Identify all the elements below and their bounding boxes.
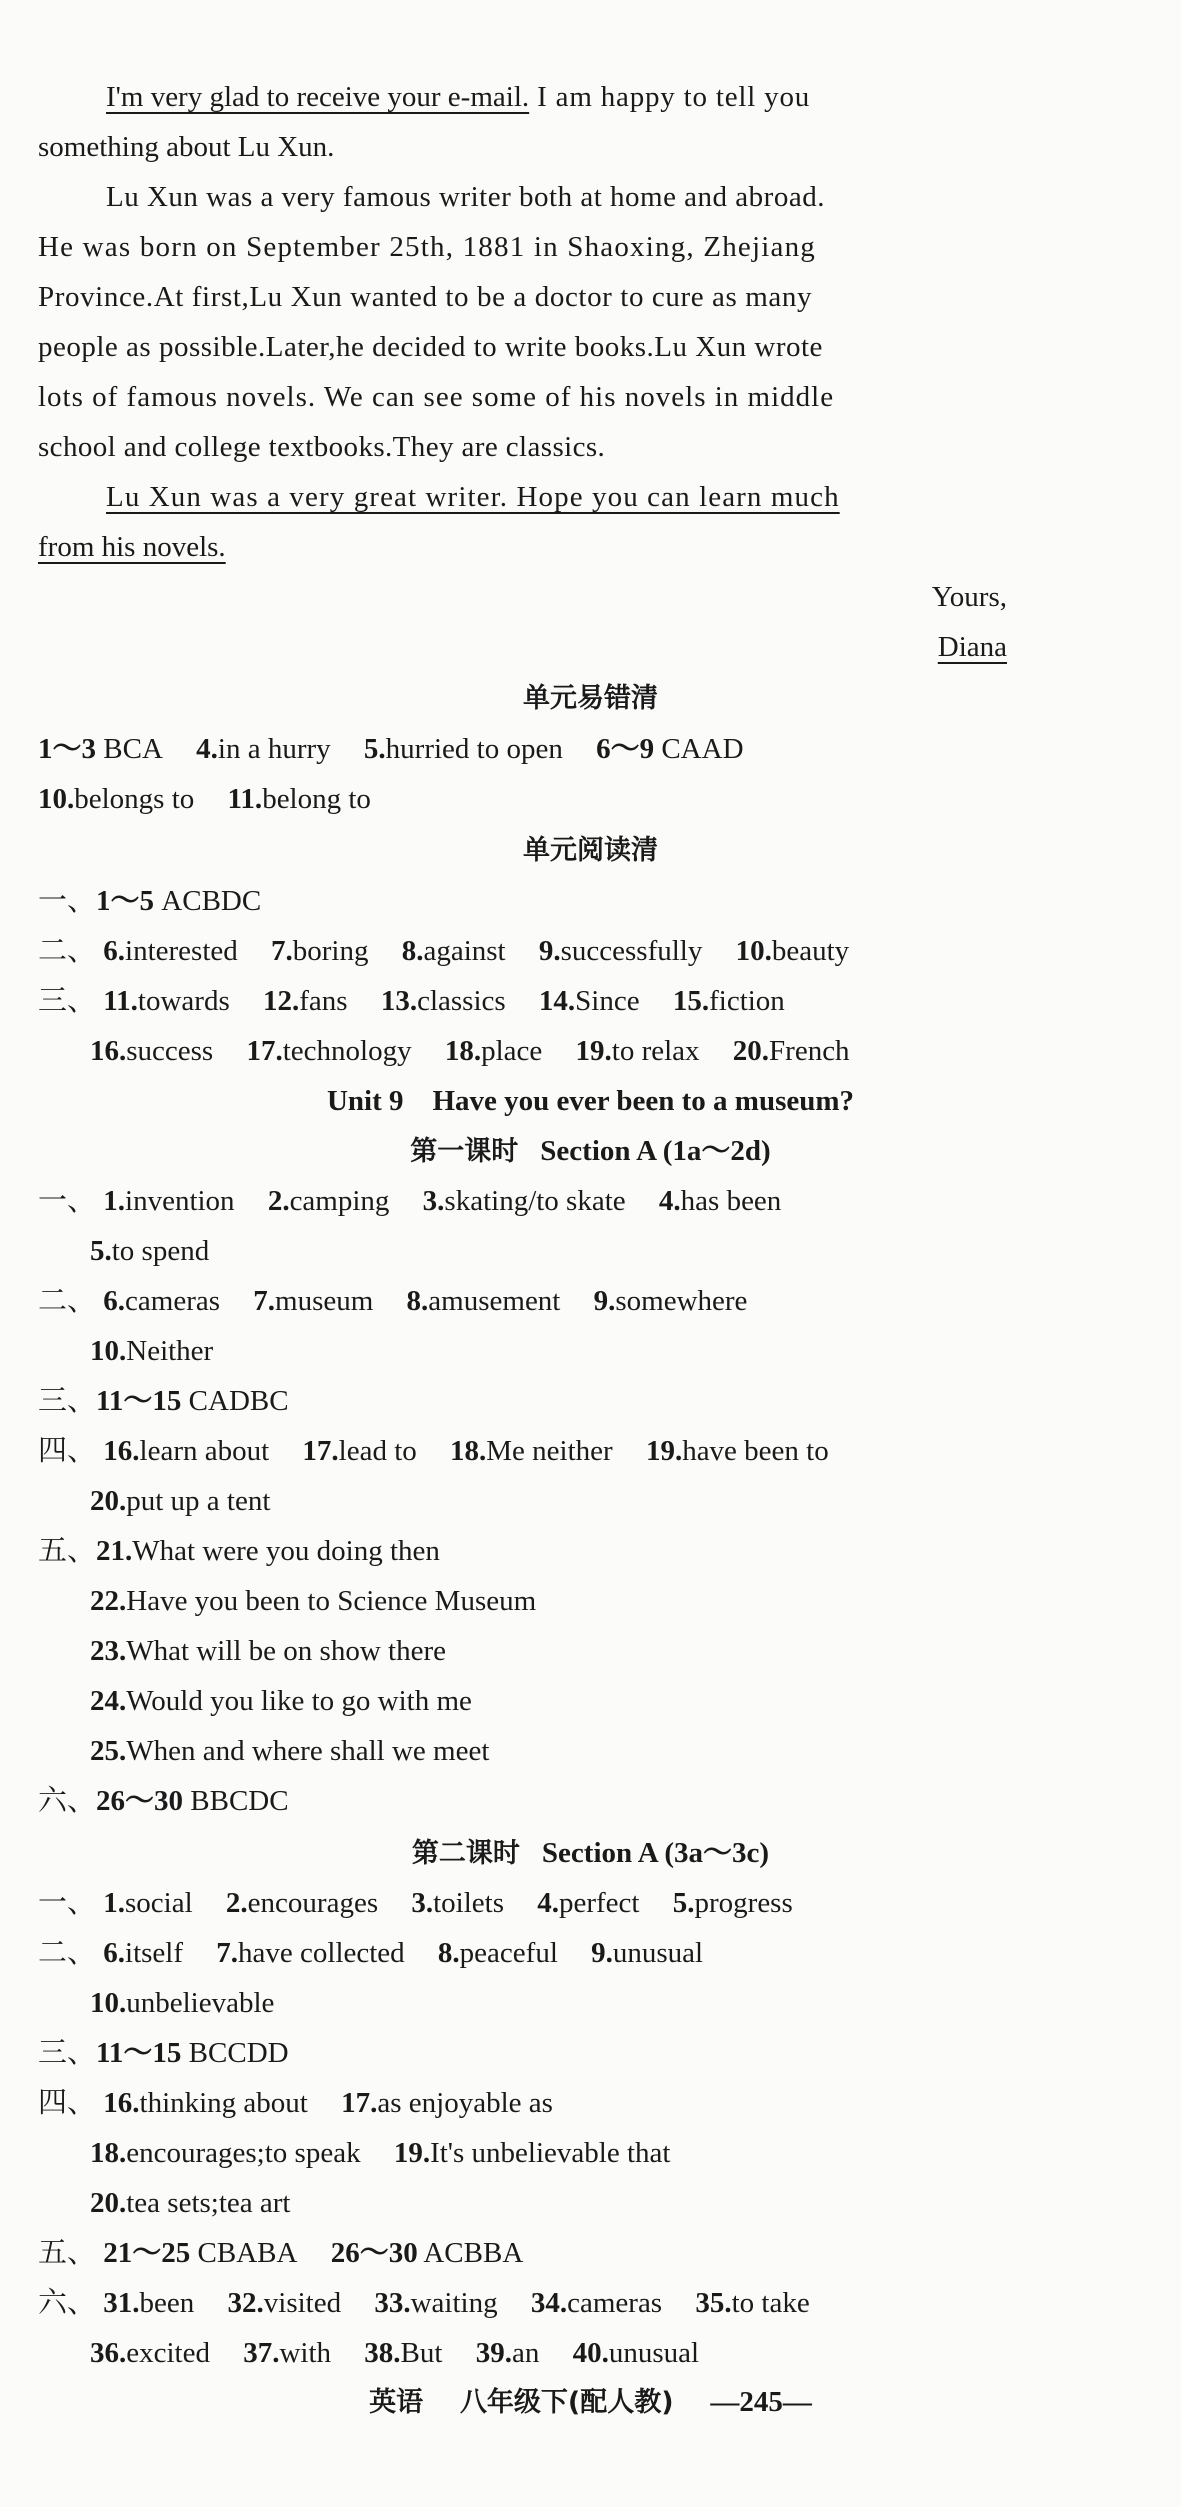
- answer-line: 三、11～15 CADBC: [38, 1385, 289, 1417]
- answer-line: 10.belongs to 11.belong to: [38, 783, 371, 815]
- footer-grade: 八年级下(配人教): [459, 2387, 674, 2418]
- letter-closing-line-1: Lu Xun was a very great writer. Hope you can learn much: [106, 481, 840, 513]
- answer-line: 四、 16.learn about 17.lead to 18.Me neither 19.have been to: [38, 1435, 829, 1467]
- answer-line: 25.When and where shall we meet: [90, 1735, 490, 1767]
- letter-body-line: He was born on September 25th, 1881 in Shaoxing, Zhejiang: [38, 231, 816, 263]
- answer-line: 一、 1.invention 2.camping 3.skating/to skate 4.has been: [38, 1185, 782, 1217]
- page-footer: [0, 2380, 1181, 2419]
- answer-line: 1～3 BCA 4.in a hurry 5.hurried to open 6～9 CAAD: [38, 733, 744, 765]
- answer-line: 5.to spend: [90, 1235, 210, 1267]
- section-title-reading: 单元阅读清: [523, 835, 658, 866]
- answer-line: 10.unbelievable: [90, 1987, 275, 2019]
- letter-line-2: something about Lu Xun.: [38, 131, 335, 163]
- answer-line: 23.What will be on show there: [90, 1635, 446, 1667]
- answer-line: 20.tea sets;tea art: [90, 2187, 291, 2219]
- answer-line: 五、21.What were you doing then: [38, 1535, 440, 1567]
- answer-line: 六、 31.been 32.visited 33.waiting 34.cameras 35.to take: [38, 2287, 810, 2319]
- answer-line: 二、 6.itself 7.have collected 8.peaceful 9.unusual: [38, 1937, 704, 1969]
- section-title-errors: 单元易错清: [523, 683, 658, 714]
- answer-line: 18.encourages;to speak 19.It's unbelievable that: [90, 2137, 671, 2169]
- letter-body-line: people as possible.Later,he decided to write books.Lu Xun wrote: [38, 331, 823, 363]
- letter-underlined-opening: I'm very glad to receive your e-mail.: [106, 81, 530, 113]
- letter-opening-rest: I am happy to tell you: [537, 81, 811, 113]
- answer-line: 六、26～30 BBCDC: [38, 1785, 289, 1817]
- answer-line: 一、1～5 ACBDC: [38, 885, 262, 917]
- answer-line: 22.Have you been to Science Museum: [90, 1585, 537, 1617]
- letter-body-line: Lu Xun was a very famous writer both at home and abroad.: [106, 181, 825, 213]
- letter-body-line: lots of famous novels. We can see some of his novels in middle: [38, 381, 835, 413]
- answer-line: 一、 1.social 2.encourages 3.toilets 4.perfect 5.progress: [38, 1887, 793, 1919]
- answer-line: 24.Would you like to go with me: [90, 1685, 472, 1717]
- answer-line: 五、 21～25 CBABA 26～30 ACBBA: [38, 2237, 524, 2269]
- answer-line: 36.excited 37.with 38.But 39.an 40.unusual: [90, 2337, 700, 2369]
- answer-line: 16.success 17.technology 18.place 19.to relax 20.French: [90, 1035, 850, 1067]
- answer-line: 二、 6.interested 7.boring 8.against 9.successfully 10.beauty: [38, 935, 850, 967]
- letter-signature: Diana: [937, 631, 1007, 663]
- answer-line: 20.put up a tent: [90, 1485, 271, 1517]
- lesson-title: 第二课时 Section A (3a～3c): [411, 1837, 770, 1869]
- unit-title: Unit 9 Have you ever been to a museum?: [326, 1085, 855, 1117]
- answer-line: 四、 16.thinking about 17.as enjoyable as: [38, 2087, 553, 2119]
- answer-line: 10.Neither: [90, 1335, 214, 1367]
- letter-body-line: Province.At first,Lu Xun wanted to be a doctor to cure as many: [38, 281, 813, 313]
- letter-closing-line-2: from his novels.: [38, 531, 226, 563]
- lesson-title: 第一课时 Section A (1a～2d): [410, 1135, 771, 1167]
- answer-line: 三、11～15 BCCDD: [38, 2037, 289, 2069]
- letter-line-1: [106, 72, 1181, 122]
- page-number: —245—: [710, 2386, 812, 2418]
- letter-body-line: school and college textbooks.They are classics.: [38, 431, 606, 463]
- answer-line: 三、 11.towards 12.fans 13.classics 14.Since 15.fiction: [38, 985, 785, 1017]
- answer-line: 二、 6.cameras 7.museum 8.amusement 9.somewhere: [38, 1285, 748, 1317]
- letter-yours: Yours,: [931, 581, 1007, 613]
- footer-subject: 英语: [369, 2387, 424, 2418]
